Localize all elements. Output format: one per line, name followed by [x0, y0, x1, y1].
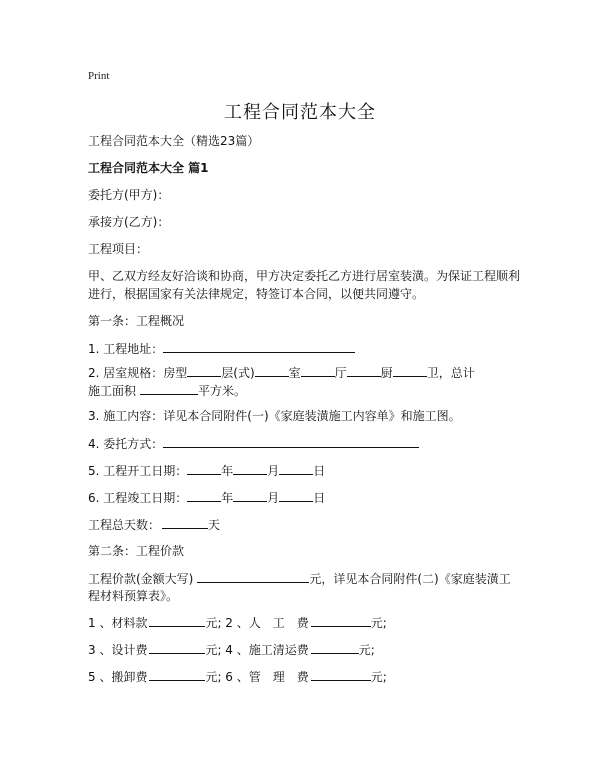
management-fee-blank	[311, 666, 371, 681]
room-blank	[301, 362, 335, 377]
item-1-label: 1. 工程地址：	[88, 342, 164, 356]
end-year-label: 年	[221, 491, 234, 505]
item-4-method	[88, 433, 530, 454]
start-month-label: 月	[267, 464, 280, 478]
material-fee-blank	[149, 612, 205, 627]
item-1-address	[88, 338, 530, 359]
item-2-label-h: 平方米。	[198, 384, 247, 398]
fee-row-2	[88, 639, 530, 660]
fee-row-3	[88, 666, 530, 687]
days-unit: 天	[208, 518, 221, 532]
method-blank	[163, 433, 419, 448]
fee-row-1-end: 元;	[370, 616, 387, 630]
item-3-content: 3. 施工内容：详见本合同附件(一)《家庭装潢施工内容单》和施工图。	[88, 409, 461, 423]
start-day-label: 日	[313, 464, 326, 478]
labor-fee-blank	[311, 612, 371, 627]
fee-6-label: 元; 6 、管 理 费	[205, 670, 309, 684]
item-2-label-b: 层(式)	[221, 366, 255, 380]
price-label-b: 元，详见本合同附件(二)《家庭装潢工	[309, 572, 511, 586]
fee-5-label: 5 、搬卸费	[88, 670, 148, 684]
start-day-blank	[279, 460, 313, 475]
area-blank	[140, 380, 198, 395]
item-2-label-d: 厅	[334, 366, 347, 380]
item-5-start-date	[88, 460, 530, 481]
item-6-label: 6. 工程竣工日期：	[88, 491, 188, 505]
end-month-label: 月	[267, 491, 280, 505]
start-year-blank	[187, 460, 221, 475]
subtitle: 工程合同范本大全（精选23篇）	[88, 134, 260, 148]
design-fee-blank	[149, 639, 205, 654]
item-2-label-a: 2. 居室规格：房型	[88, 366, 188, 380]
price-label-a: 工程价款(金额大写)	[88, 572, 194, 586]
end-day-blank	[279, 487, 313, 502]
item-2-label-f: 卫，总计	[426, 366, 475, 380]
fee-row-1	[88, 612, 530, 633]
cleanup-fee-blank	[311, 639, 359, 654]
fee-2-label: 元; 2 、人 工 费	[205, 616, 309, 630]
item-6-end-date	[88, 487, 530, 508]
article-1-heading: 第一条：工程概况	[88, 314, 185, 328]
fee-4-label: 元; 4 、施工清运费	[205, 643, 309, 657]
floor-blank	[255, 362, 289, 377]
item-2-label-c: 室	[288, 366, 301, 380]
start-year-label: 年	[221, 464, 234, 478]
hall-blank	[347, 362, 381, 377]
fee-row-3-end: 元;	[370, 670, 387, 684]
section-heading: 工程合同范本大全 篇1	[88, 161, 209, 175]
print-label: Print	[88, 70, 110, 82]
article-2-heading: 第二条：工程价款	[88, 544, 185, 558]
fee-1-label: 1 、材料款	[88, 616, 148, 630]
address-blank	[163, 338, 355, 353]
intro-line-2: 进行，根据国家有关法律规定，特签订本合同，以便共同遵守。	[88, 287, 425, 301]
intro-line-1: 甲、乙双方经友好洽谈和协商，甲方决定委托乙方进行居室装潢。为保证工程顺利	[88, 269, 521, 283]
item-2-label-e: 厨	[380, 366, 393, 380]
client-line: 委托方(甲方)：	[88, 188, 170, 202]
item-4-label: 4. 委托方式：	[88, 437, 164, 451]
fee-3-label: 3 、设计费	[88, 643, 148, 657]
kitchen-blank	[393, 362, 427, 377]
fee-row-2-end: 元;	[358, 643, 375, 657]
item-2-area	[88, 380, 530, 401]
price-line-2: 程材料预算表》。	[88, 589, 179, 603]
price-amount-blank	[197, 568, 309, 583]
item-5-label: 5. 工程开工日期：	[88, 464, 188, 478]
contractor-line: 承接方(乙方)：	[88, 215, 170, 229]
total-days-label: 工程总天数：	[88, 518, 161, 532]
end-year-blank	[187, 487, 221, 502]
end-day-label: 日	[313, 491, 326, 505]
start-month-blank	[233, 460, 267, 475]
moving-fee-blank	[149, 666, 205, 681]
total-days-line	[88, 514, 530, 535]
project-item-line: 工程项目：	[88, 242, 149, 256]
total-days-blank	[162, 514, 208, 529]
document-title: 工程合同范本大全	[224, 102, 376, 123]
item-2-label-g: 施工面积	[88, 384, 137, 398]
end-month-blank	[233, 487, 267, 502]
room-type-blank	[187, 362, 221, 377]
